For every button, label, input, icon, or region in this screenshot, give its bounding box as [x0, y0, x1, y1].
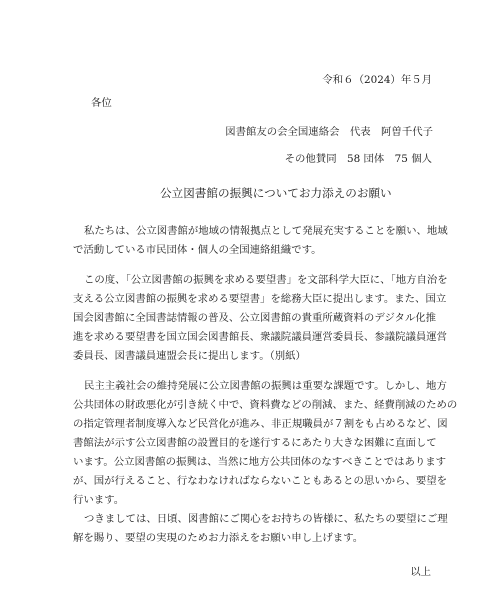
paragraph3-line: 公共団体の財政悪化が引き続く中で、資料費などの削減、また、経費削減のための: [73, 399, 458, 411]
paragraph2-line: この度、「公立図書館の振興を求める要望書」を文部科学大臣に、「地方自治を: [84, 274, 448, 286]
paragraph4-line: つきましては、日頃、図書館にご関心をお持ちの皆様に、私たちの要望にご理: [84, 513, 448, 525]
paragraph2-line: 進を求める要望書を国立国会図書館長、衆議院議員運営委員長、参議院議員運営: [73, 331, 448, 343]
paragraph3-line: います。公立図書館の振興は、当然に地方公共団体のなすべきことではあります: [73, 456, 447, 468]
closing-text: 以上: [410, 566, 431, 578]
paragraph3-line: が、国が行えること、行なわなければならないこともあるとの思いから、要望を: [73, 475, 448, 487]
supporters-line: その他賛同 58 団体 75 個人: [284, 153, 432, 165]
paragraph4-line: 解を賜り、要望の実現のためお力添えをお願い申し上げます。: [73, 532, 364, 544]
letter-title: 公立図書館の振興についてお力添えのお願い: [160, 186, 392, 200]
addressee: 各位: [91, 97, 112, 109]
paragraph2-line: 国会図書館に全国書誌情報の普及、公立図書館の貴重所蔵資料のデジタル化推: [73, 312, 437, 324]
paragraph3-line: 書館法が示す公立図書館の設置目的を遂行するにあたり大きな困難に直面して: [73, 437, 437, 449]
paragraph3-line: 民主主義社会の維持発展に公立図書館の振興は重要な課題です。しかし、地方: [84, 380, 447, 392]
paragraph1-line: で活動している市民団体・個人の全国連絡組織です。: [73, 244, 322, 256]
letter-date: 令和６（2024）年５月: [322, 74, 432, 86]
paragraph2-line: 委員長、図書議員連盟会長に提出します。（別紙）: [73, 350, 306, 362]
paragraph1-line: 私たちは、公立図書館が地域の情報拠点として発展充実することを願い、地域: [84, 225, 448, 237]
paragraph2-line: 支える公立図書館の振興を求める要望書」を総務大臣に提出します。また、国立: [73, 293, 447, 305]
sender-line: 図書館友の会全国連絡会 代表 阿曽千代子: [225, 126, 433, 138]
paragraph3-line: の指定管理者制度導入など民営化が進み、非正規職員が７割をも占めるなど、図: [73, 418, 448, 430]
paragraph3-line: 行います。: [73, 494, 125, 506]
